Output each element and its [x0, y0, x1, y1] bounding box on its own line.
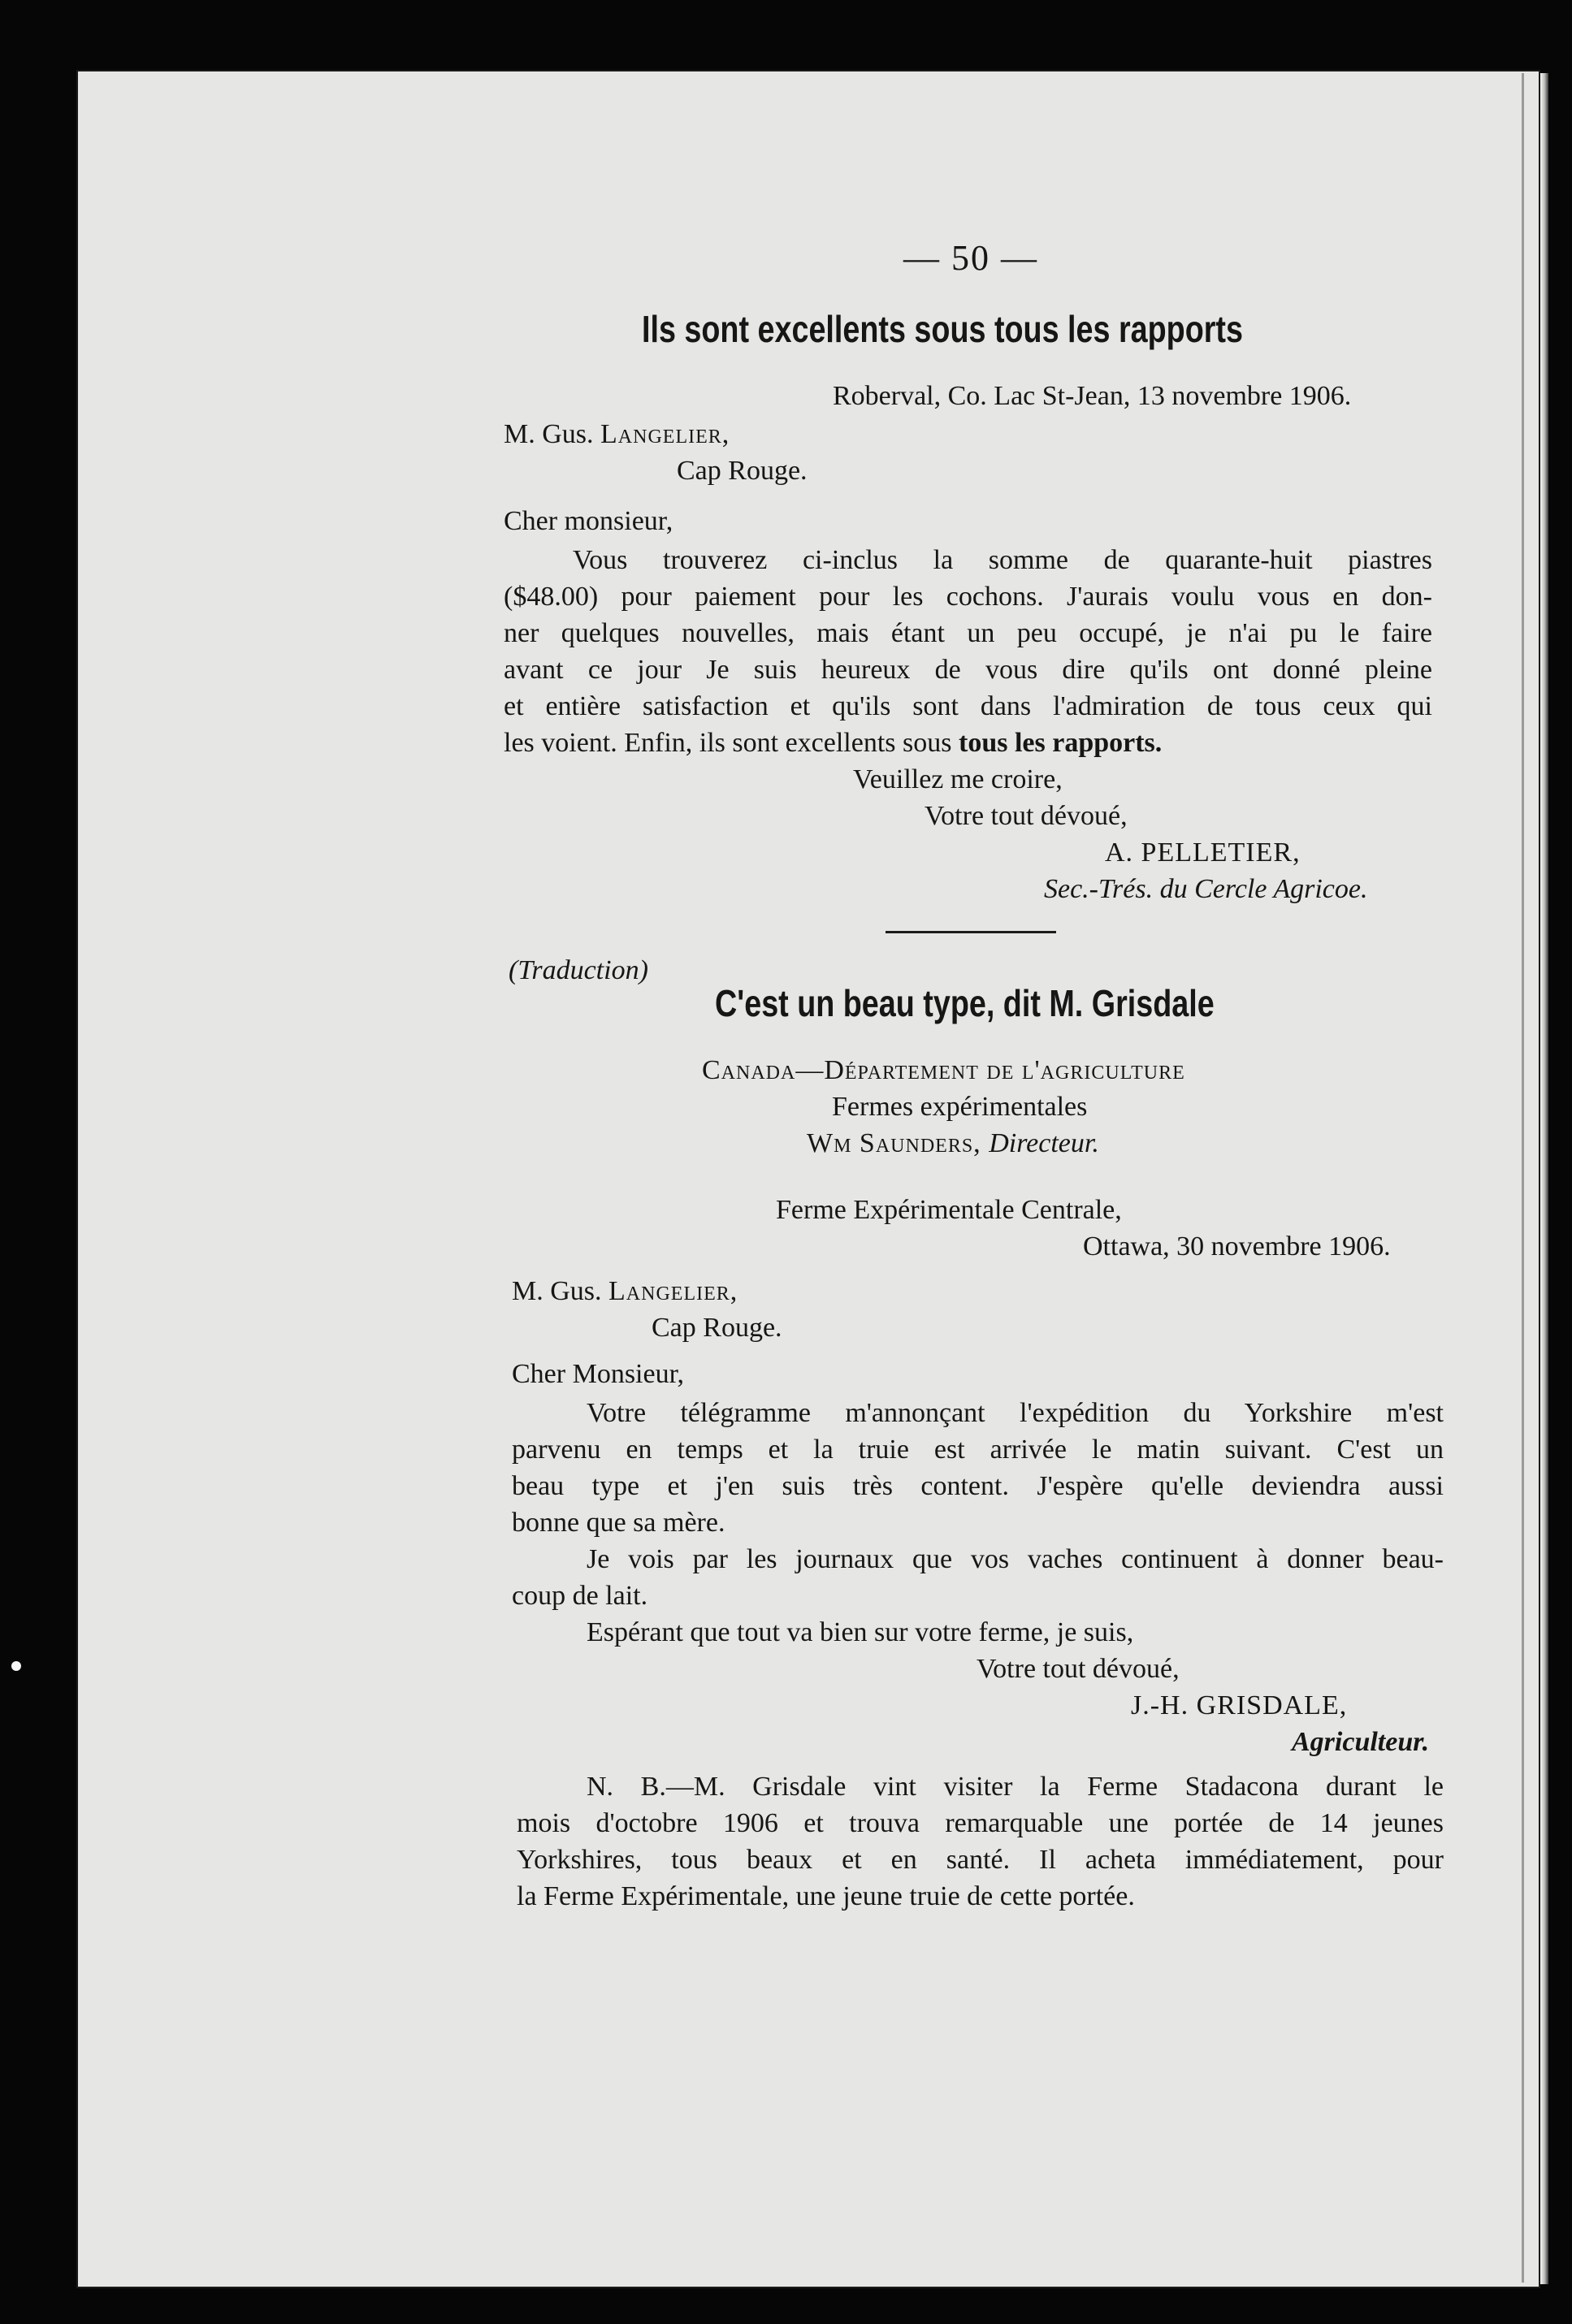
letter2-salutation: Cher Monsieur,	[512, 1359, 685, 1389]
scan-speck	[11, 1661, 21, 1671]
letter2-body-line: Votre télégramme m'annonçant l'expédition du Yorkshire m'est	[587, 1398, 1444, 1428]
letter2-place: Ferme Expérimentale Centrale,	[776, 1195, 1122, 1225]
recipient-name: Langelier,	[600, 419, 730, 449]
letter2-para2-line: Je vois par les journaux que vos vaches continuent à donner beau-	[587, 1544, 1444, 1574]
letter1-closing2: Votre tout dévoué,	[925, 801, 1128, 831]
letter2-para3: Espérant que tout va bien sur votre ferme, je suis,	[587, 1617, 1134, 1647]
letter1-title: Ils sont excellents sous tous les rapports	[642, 308, 1243, 350]
letter2-body-line: parvenu en temps et la truie est arrivée le matin suivant. C'est un	[512, 1435, 1444, 1465]
letter1-body-line: ner quelques nouvelles, mais étant un peu occupé, je n'ai pu le faire	[504, 618, 1432, 648]
letter1-body-last	[504, 727, 1162, 759]
recipient-prefix: M. Gus.	[512, 1276, 609, 1306]
section-separator	[886, 931, 1056, 933]
letterhead-director	[807, 1127, 1099, 1159]
page-edge-line	[1522, 73, 1524, 2283]
letter1-body-line: Vous trouverez ci-inclus la somme de quarante-huit piastres	[573, 545, 1432, 575]
nota-bene-line: Yorkshires, tous beaux et en santé. Il acheta immédiatement, pour	[517, 1845, 1444, 1875]
letter1-recipient-place: Cap Rouge.	[677, 456, 808, 486]
letter2-signature-title: Agriculteur.	[1292, 1727, 1430, 1757]
nota-bene-last: la Ferme Expérimentale, une jeune truie de cette portée.	[517, 1881, 1135, 1911]
director-title: Directeur.	[989, 1128, 1099, 1158]
letter2-para2-last: coup de lait.	[512, 1581, 648, 1611]
letter1-body-line: et entière satisfaction et qu'ils sont dans l'admiration de tous ceux qui	[504, 691, 1432, 721]
letter1-body-line: ($48.00) pour paiement pour les cochons. J'aurais voulu vous en don-	[504, 582, 1432, 612]
body-last-bold: tous les rapports.	[959, 728, 1163, 758]
traduction-label: (Traduction)	[509, 955, 648, 985]
director-name: Wm Saunders,	[807, 1128, 990, 1158]
letter2-recipient-place: Cap Rouge.	[652, 1313, 782, 1343]
body-last-text: les voient. Enfin, ils sont excellents sous	[504, 728, 959, 758]
nota-bene-line: mois d'octobre 1906 et trouva remarquable une portée de 14 jeunes	[517, 1808, 1444, 1838]
letter2-date: Ottawa, 30 novembre 1906.	[1083, 1231, 1391, 1262]
letter1-recipient	[504, 418, 730, 450]
letter2-recipient	[512, 1275, 738, 1307]
letterhead-farms: Fermes expérimentales	[832, 1092, 1088, 1122]
page-number: — 50 —	[903, 238, 1038, 278]
letter2-body-last: bonne que sa mère.	[512, 1508, 725, 1538]
letter1-body-line: avant ce jour Je suis heureux de vous dire qu'ils ont donné pleine	[504, 655, 1432, 685]
letter1-signature-title: Sec.-Trés. du Cercle Agricoe.	[1044, 874, 1368, 904]
letter1-salutation: Cher monsieur,	[504, 506, 673, 536]
recipient-prefix: M. Gus.	[504, 419, 601, 449]
nota-bene-line: N. B.—M. Grisdale vint visiter la Ferme Stadacona durant le	[587, 1772, 1444, 1802]
recipient-name: Langelier,	[608, 1276, 738, 1306]
letter1-closing1: Veuillez me croire,	[853, 764, 1063, 794]
letter2-signature: J.-H. GRISDALE,	[1131, 1690, 1348, 1720]
letter1-place-date: Roberval, Co. Lac St-Jean, 13 novembre 1906.	[833, 381, 1352, 411]
letter1-signature: A. PELLETIER,	[1105, 837, 1301, 868]
letter2-body-line: beau type et j'en suis très content. J'espère qu'elle deviendra aussi	[512, 1471, 1444, 1501]
letter2-title: C'est un beau type, dit M. Grisdale	[715, 982, 1215, 1024]
letter2-closing: Votre tout dévoué,	[977, 1654, 1180, 1684]
letterhead-department: Canada—Département de l'agriculture	[702, 1055, 1185, 1085]
